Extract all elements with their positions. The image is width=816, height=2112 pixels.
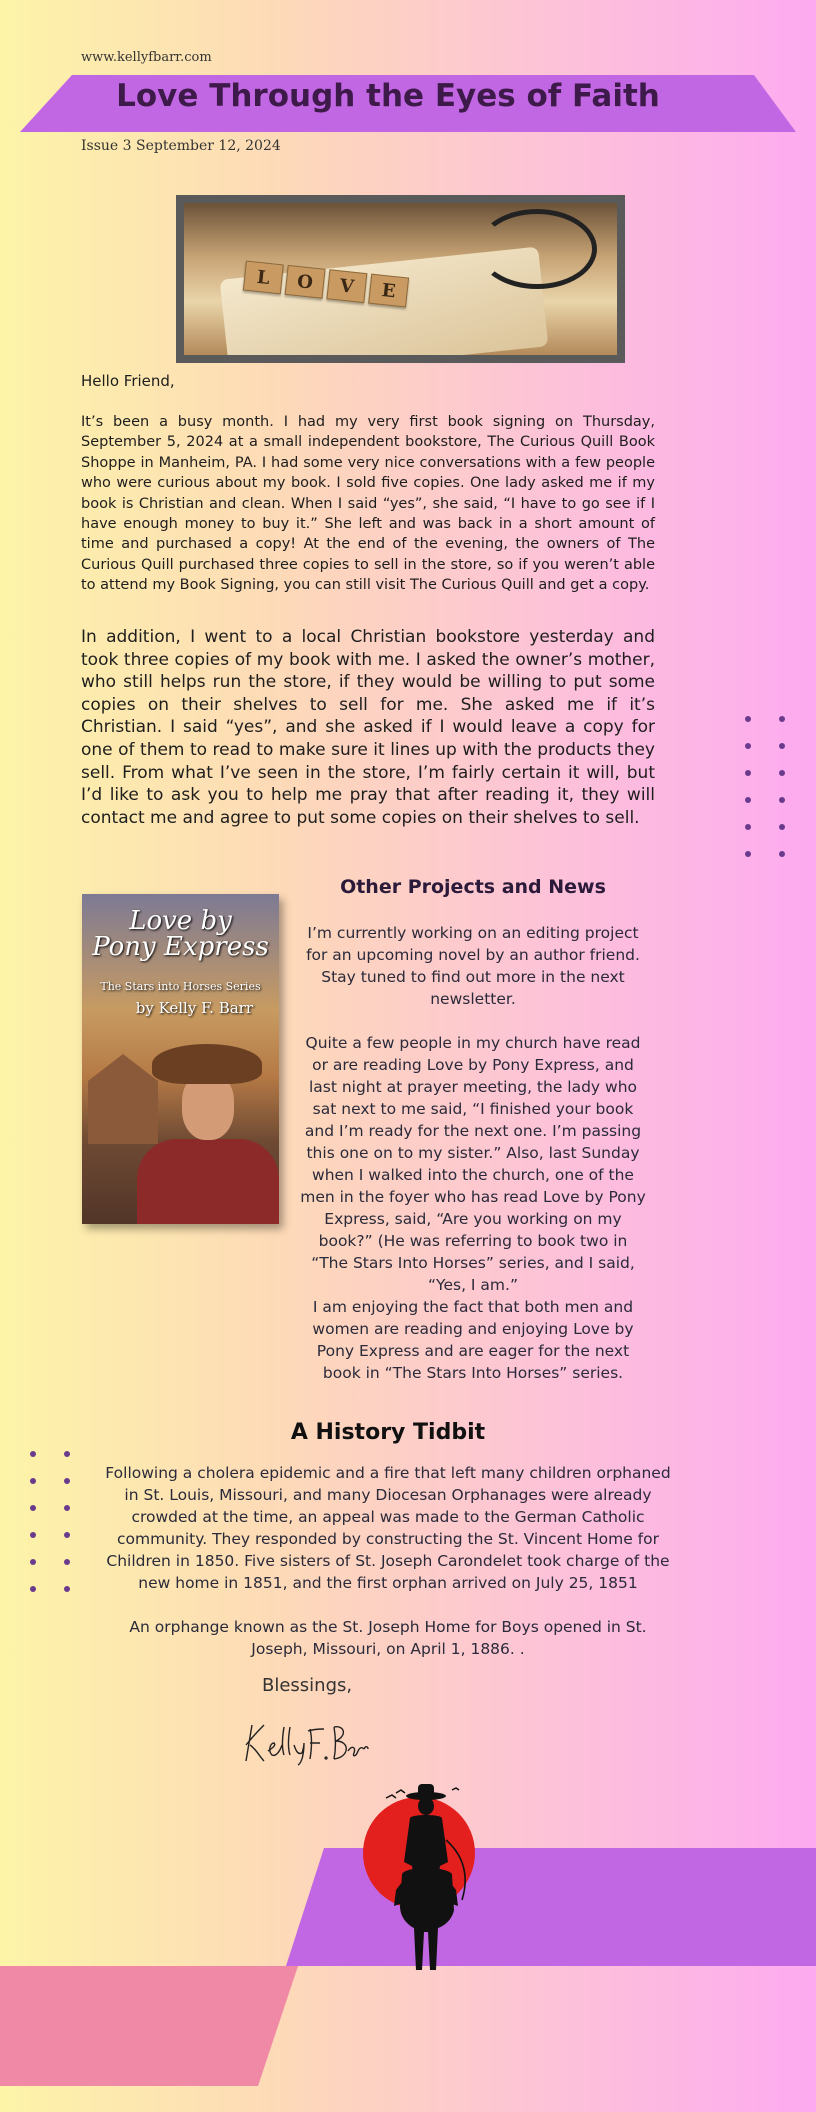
history-paragraph-1: Following a cholera epidemic and a fire that left many children orphaned in St. Louis, Missouri, and many Diocesan Orphanages were already crowded at the time, an appeal was made to the German Catholic community. They responded by constructing the St. Vincent Home for Children in 1850. Five sisters of St. Joseph Carondelet took charge of the new home in 1851, and the first orphan arrived on July 25, 1851 bbox=[105, 1464, 671, 1592]
pink-band bbox=[0, 1966, 298, 2086]
dot-icon bbox=[745, 797, 751, 803]
dot-icon bbox=[30, 1586, 36, 1592]
dot-icon bbox=[745, 743, 751, 749]
letter-tile: L bbox=[243, 261, 284, 295]
dot-icon bbox=[745, 770, 751, 776]
barn-shape bbox=[88, 1054, 158, 1144]
dot-icon bbox=[745, 824, 751, 830]
book-love-tiles-photo bbox=[184, 203, 617, 355]
cover-author: by Kelly F. Barr bbox=[135, 999, 253, 1017]
signature-image bbox=[240, 1717, 370, 1771]
letter-tile: E bbox=[368, 274, 409, 308]
dot-icon bbox=[779, 770, 785, 776]
projects-body bbox=[300, 922, 646, 1384]
cowboy-hat-icon bbox=[152, 1044, 262, 1084]
dot-icon bbox=[745, 716, 751, 722]
dot-icon bbox=[745, 851, 751, 857]
dot-icon bbox=[779, 797, 785, 803]
newsletter-title: Love Through the Eyes of Faith bbox=[116, 78, 660, 114]
dot-icon bbox=[64, 1586, 70, 1592]
dot-icon bbox=[64, 1532, 70, 1538]
dot-icon bbox=[64, 1505, 70, 1511]
dot-icon bbox=[30, 1559, 36, 1565]
dot-icon bbox=[30, 1478, 36, 1484]
history-heading: A History Tidbit bbox=[290, 1420, 486, 1445]
book-cover-image bbox=[82, 894, 279, 1224]
dot-icon bbox=[30, 1451, 36, 1457]
cover-title-line-1: Love by bbox=[129, 906, 232, 936]
closing-blessings: Blessings, bbox=[262, 1675, 353, 1696]
website-url[interactable]: www.kellyfbarr.com bbox=[81, 50, 212, 65]
letter-paragraph-2: In addition, I went to a local Christian bookstore yesterday and took three copies of my book with me. I asked the owner’s mother, who still helps run the store, if they would be willing to put some copies on their shelves to sell for me. She asked me if it’s Christian. I said “yes”, and she asked if I would leave a copy for one of them to read to make sure it lines up with the products they sell. From what I’ve seen in the store, I’m fairly certain it will, but I’d like to ask you to help me pray that after reading it, they will contact me and agree to put some copies on their shelves to sell. bbox=[81, 627, 655, 828]
dot-icon bbox=[30, 1532, 36, 1538]
greeting: Hello Friend, bbox=[81, 372, 175, 390]
letter-paragraph-1: It’s been a busy month. I had my very first book signing on Thursday, September 5, 2024 at a small independent bookstore, The Curious Quill Book Shoppe in Manheim, PA. I had some very nice conversations with a few people who were curious about my book. I sold five copies. One lady asked me if my book is Christian and clean. When I said “yes”, she said, “I have to go see if I have enough money to buy it.” She left and was back in a short amount of time and purchased a copy! At the end of the evening, the owners of The Curious Quill purchased three copies to sell in the store, so if you weren’t able to attend my Book Signing, you can still visit The Curious Quill and get a copy. bbox=[81, 414, 655, 594]
letter-tile: O bbox=[285, 265, 326, 299]
eyeglasses-icon bbox=[477, 209, 597, 289]
hero-photo-frame bbox=[176, 195, 625, 363]
dot-icon bbox=[779, 824, 785, 830]
issue-line: Issue 3 September 12, 2024 bbox=[81, 138, 281, 154]
projects-heading: Other Projects and News bbox=[340, 876, 606, 898]
projects-paragraph-2: Quite a few people in my church have read or are reading Love by Pony Express, and last night at prayer meeting, the lady who sat next to me said, “I finished your book and I’m ready for the next one. I’m passing this one on to my sister.” Also, last Sunday when I walked into the church, one of the men in the foyer who has read Love by Pony Express, said, “Are you working on my book?” (He was referring to book two in “The Stars Into Horses” series, and I said, “Yes, I am.” bbox=[300, 1034, 646, 1294]
cover-title-line-2: Pony Express bbox=[92, 932, 269, 962]
dot-icon bbox=[779, 743, 785, 749]
history-body bbox=[101, 1462, 675, 1660]
cover-title bbox=[82, 908, 279, 960]
dot-icon bbox=[30, 1505, 36, 1511]
dot-icon bbox=[779, 851, 785, 857]
history-paragraph-2: An orphange known as the St. Joseph Home for Boys opened in St. Joseph, Missouri, on April 1, 1886. . bbox=[129, 1618, 647, 1658]
dot-icon bbox=[779, 716, 785, 722]
projects-paragraph-1: I’m currently working on an editing project for an upcoming novel by an author friend. Stay tuned to find out more in the next newsletter. bbox=[306, 924, 640, 1008]
dot-icon bbox=[64, 1478, 70, 1484]
projects-paragraph-3: I am enjoying the fact that both men and women are reading and enjoying Love by Pony Express and are eager for the next book in “The Stars Into Horses” series. bbox=[312, 1298, 634, 1382]
decorative-dots-left bbox=[30, 1451, 76, 1592]
letter-tile: V bbox=[326, 269, 367, 303]
horse-rider-silhouette-icon bbox=[366, 1770, 486, 1984]
cowboy-shirt bbox=[137, 1139, 279, 1224]
dot-icon bbox=[64, 1559, 70, 1565]
dot-icon bbox=[64, 1451, 70, 1457]
cover-series: The Stars into Horses Series bbox=[100, 980, 261, 993]
decorative-dots-right bbox=[745, 716, 791, 857]
